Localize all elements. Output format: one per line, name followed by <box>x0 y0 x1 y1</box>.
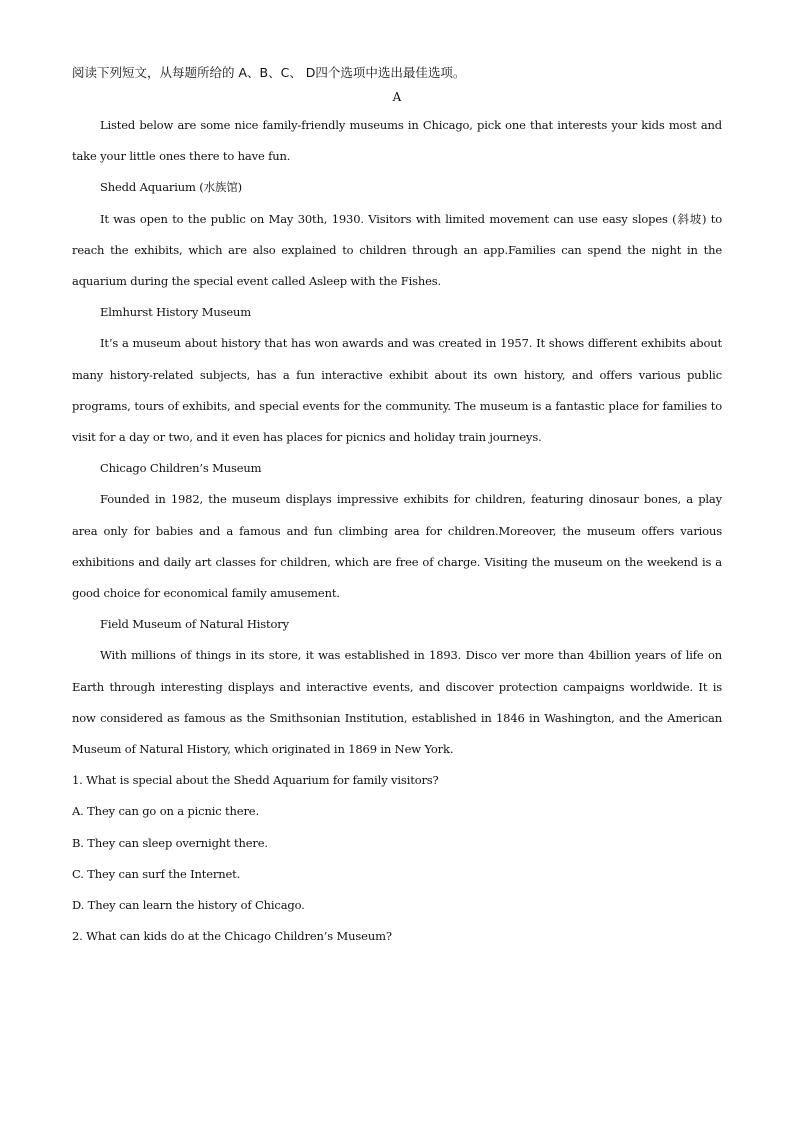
museum-text-field: With millions of things in its store, it was established in 1893. Disco ver more than 4billion years of life on Earth through interesting displays and interactive events, and discover protection campaigns worldwide. It is now considered as famous as the Smithsonian Institution, established in 1846 in Washington, and the American Museum of Natural History, which originated in 1869 in New York. <box>72 648 722 757</box>
museum-text-childrens: Founded in 1982, the museum displays impressive exhibits for children, featuring dinosaur bones, a play area only for babies and a famous and fun climbing area for children.Moreover, the museum offers various exhibitions and daily art classes for children, which are free of charge. Visiting the museum on the weekend is a good choice for economical family amusement. <box>72 492 722 601</box>
question-1: 1. What is special about the Shedd Aquarium for family visitors? <box>72 773 439 788</box>
intro-paragraph: Listed below are some nice family-friendly museums in Chicago, pick one that interests your kids most and take your little ones there to have fun. <box>72 118 722 164</box>
question-2: 2. What can kids do at the Chicago Children’s Museum? <box>72 929 392 944</box>
instruction-text: 阅读下列短文，从每题所给的 A、B、C、 D四个选项中选出最佳选项。 <box>72 65 466 80</box>
museum-heading-elmhurst: Elmhurst History Museum <box>100 305 252 320</box>
museum-text-shedd: It was open to the public on May 30th, 1930. Visitors with limited movement can use easy slopes (斜坡) to reach the exhibits, which are also explained to children through an app.Families can spend the night in the aquarium during the special event called Asleep with the Fishes. <box>72 211 722 289</box>
museum-heading-shedd: Shedd Aquarium (水族馆) <box>100 180 243 195</box>
museum-heading-field: Field Museum of Natural History <box>100 617 289 632</box>
document-page <box>72 62 722 952</box>
museum-heading-childrens: Chicago Children’s Museum <box>100 461 262 476</box>
question-1-option-d: D. They can learn the history of Chicago. <box>72 898 305 913</box>
question-1-option-a: A. They can go on a picnic there. <box>72 804 259 819</box>
question-1-option-c: C. They can surf the Internet. <box>72 866 241 881</box>
museum-text-elmhurst: It’s a museum about history that has won awards and was created in 1957. It shows different exhibits about many history-related subjects, has a fun interactive exhibit about its own history, and offers various public programs, tours of exhibits, and special events for the community. The museum is a fantastic place for families to visit for a day or two, and it even has places for picnics and holiday train journeys. <box>72 336 722 445</box>
section-letter: A <box>392 90 402 104</box>
question-1-option-b: B. They can sleep overnight there. <box>72 835 268 850</box>
